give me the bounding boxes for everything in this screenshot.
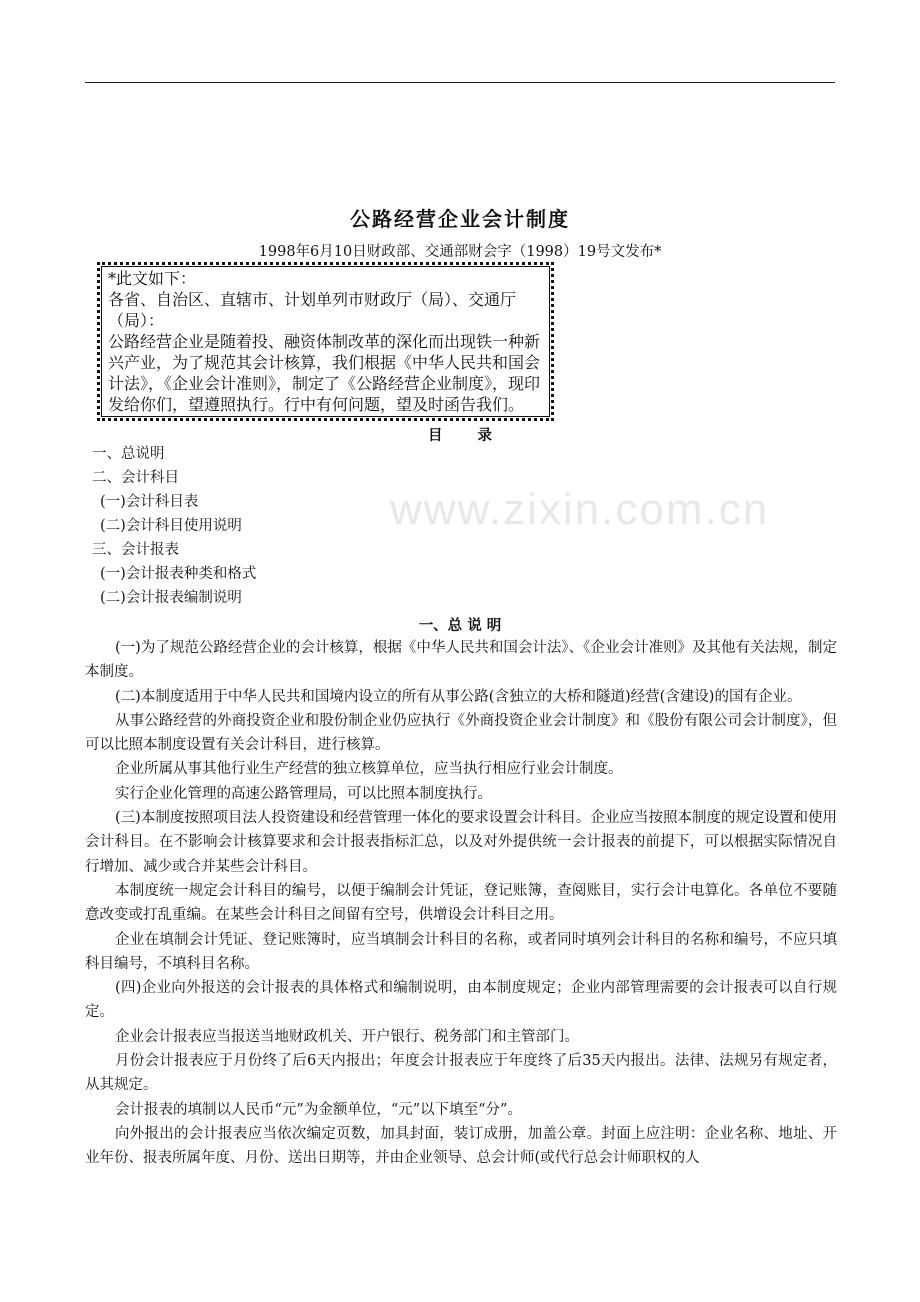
paragraph: 会计报表的填制以人民币“元”为金额单位，“元”以下填至“分”。	[115, 1101, 522, 1118]
toc-item[interactable]: 一、总说明	[92, 446, 165, 462]
document-title: 公路经营企业会计制度	[350, 207, 570, 231]
paragraph: 向外报出的会计报表应当依次编定页数，加具封面，装订成册，加盖公章。封面上应注明：企业名称、地址、开业年份、报表所属年度、月份、送出日期等，并由企业领导、总会计师(或代行总会计师职权的人	[85, 1125, 837, 1167]
paragraph: (四)企业向外报送的会计报表的具体格式和编制说明，由本制度规定；企业内部管理需要的会计报表可以自行规定。	[85, 980, 837, 1021]
toc-item[interactable]: 三、会计报表	[92, 542, 179, 558]
toc-item[interactable]: (一)会计报表种类和格式	[100, 566, 257, 582]
paragraph: 企业所属从事其他行业生产经营的独立核算单位，应当执行相应行业会计制度。	[115, 761, 623, 778]
notice-line: 各省、自治区、直辖市、计划单列市财政厅（局）、交通厅（局）：	[108, 290, 517, 330]
header-rule	[85, 82, 835, 83]
notice-line: 公路经营企业是随着投、融资体制改革的深化而出现铁一种新兴产业，为了规范其会计核算，我们根据《中华人民共和国会计法》，《企业会计准则》，制定了《公路经营企业制度》，现印发给你们，望遵照执行。行中有何问题，望及时函告我们。	[108, 332, 541, 414]
toc-title: 目 录	[427, 428, 493, 444]
toc-item[interactable]: (二)会计科目使用说明	[100, 518, 242, 534]
paragraph: 从事公路经营的外商投资企业和股份制企业仍应执行《外商投资企业会计制度》和《股份有限公司会计制度》，但可以比照本制度设置有关会计科目，进行核算。	[85, 712, 837, 754]
paragraph: (二)本制度适用于中华人民共和国境内设立的所有从事公路(含独立的大桥和隧道)经营(含建设)的国有企业。	[115, 688, 802, 705]
paragraph: 本制度统一规定会计科目的编号，以便于编制会计凭证，登记账簿，查阅账目，实行会计电算化。各单位不要随意改变或打乱重编。在某些会计科目之间留有空号，供增设会计科目之用。	[85, 882, 837, 924]
watermark: www.zixin.com.cn	[390, 485, 770, 534]
toc-item[interactable]: 二、会计科目	[92, 470, 179, 486]
notice-line: *此文如下：	[108, 269, 197, 288]
toc-item[interactable]: (一)会计科目表	[100, 494, 199, 510]
section-body	[85, 636, 837, 1171]
paragraph: 企业会计报表应当报送当地财政机关、开户银行、税务部门和主管部门。	[115, 1028, 579, 1045]
notice-box	[97, 262, 554, 421]
table-of-contents	[92, 442, 256, 610]
paragraph: (一)为了规范公路经营企业的会计核算，根据《中华人民共和国会计法》、《企业会计准则》及其他有关法规，制定本制度。	[85, 640, 837, 681]
paragraph: (三)本制度按照项目法人投资建设和经营管理一体化的要求设置会计科目。企业应当按照本制度的规定设置和使用会计科目。在不影响会计核算要求和会计报表指标汇总，以及对外提供统一会计报表的前提下，可以根据实际情况自行增加、减少或合并某些会计科目。	[85, 810, 837, 875]
document-subtitle: 1998年6月10日财政部、交通部财会字（1998）19号文发布*	[258, 244, 662, 260]
section-title: 一、总 说 明	[418, 618, 502, 634]
toc-item[interactable]: (二)会计报表编制说明	[100, 590, 242, 606]
paragraph: 企业在填制会计凭证、登记账簿时，应当填制会计科目的名称，或者同时填列会计科目的名称和编号，不应只填科目编号，不填科目名称。	[85, 931, 837, 972]
paragraph: 月份会计报表应于月份终了后6天内报出；年度会计报表应于年度终了后35天内报出。法律、法规另有规定者，从其规定。	[85, 1053, 837, 1094]
paragraph: 实行企业化管理的高速公路管理局，可以比照本制度执行。	[115, 785, 492, 802]
